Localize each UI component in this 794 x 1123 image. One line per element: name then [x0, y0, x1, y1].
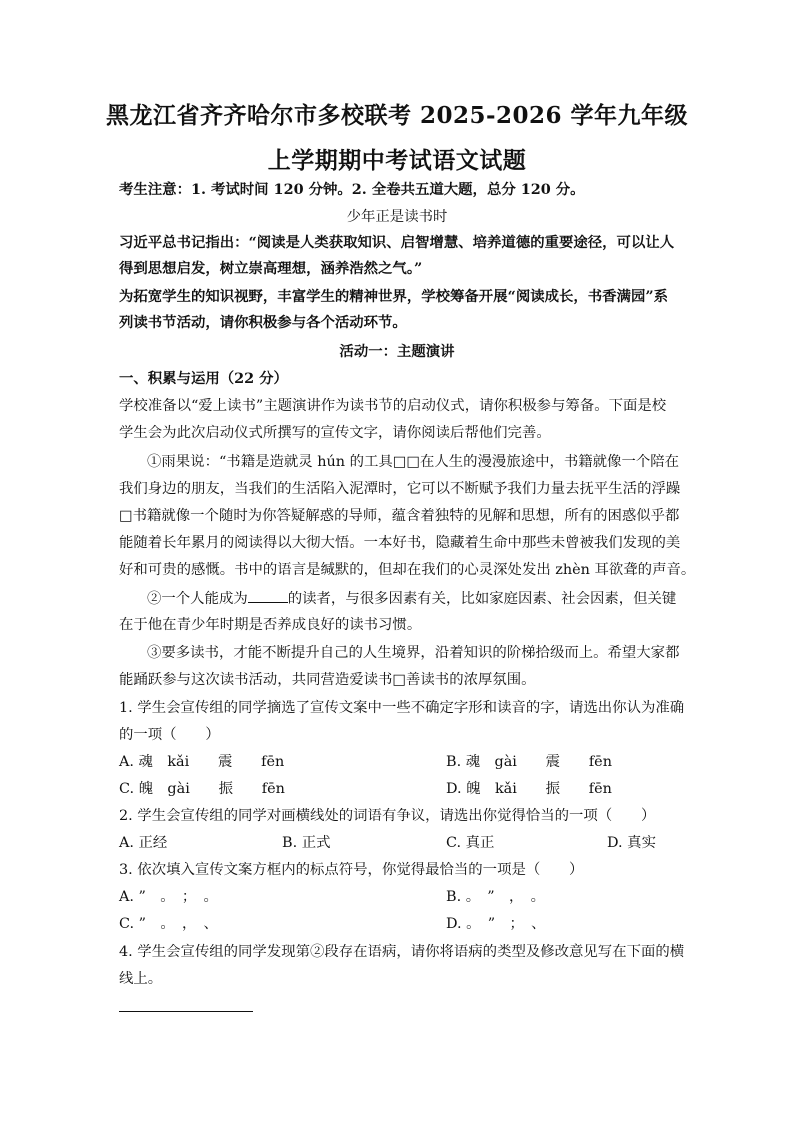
q2-line1: 2. 学生会宣传组的同学对画横线处的词语有争议，请选出你觉得恰当的一项（ ） — [119, 808, 656, 824]
para3-line1: ③要多读书，才能不断提升自己的人生境界，沿着知识的阶梯拾级而上。希望大家都 — [147, 645, 680, 661]
q1-option-b[interactable]: B. 魂 gài 震 fēn — [446, 754, 612, 770]
q1-option-c[interactable]: C. 魄 gài 振 fēn — [119, 781, 285, 797]
para1-line3: □书籍就像一个随时为你答疑解惑的导师，蕴含着独特的见解和思想，所有的困惑似乎都 — [119, 508, 680, 524]
answer-line[interactable] — [119, 1011, 253, 1012]
q3-option-d[interactable]: D. 。 ” ； 、 — [446, 916, 546, 932]
intro-purpose-line1: 为拓宽学生的知识视野，丰富学生的精神世界，学校筹备开展“阅读成长，书香满园”系 — [119, 288, 669, 305]
theme-title: 少年正是读书时 — [346, 209, 448, 225]
q1-option-a[interactable]: A. 魂 kǎi 震 fēn — [119, 754, 285, 770]
q4-line1: 4. 学生会宣传组的同学发现第②段存在语病，请你将语病的类型及修改意见写在下面的横 — [119, 944, 685, 960]
q2-option-c[interactable]: C. 真正 — [446, 835, 495, 851]
exam-title-line2: 上学期期中考试语文试题 — [267, 147, 527, 174]
q1-line1: 1. 学生会宣传组的同学摘选了宣传文案中一些不确定字形和读音的字，请选出你认为准确 — [119, 700, 685, 716]
intro-purpose-line2: 列读书节活动，请你积极参与各个活动环节。 — [119, 314, 407, 331]
answer-blank[interactable] — [248, 588, 288, 603]
context-line1: 学校准备以“爱上读书”主题演讲作为读书节的启动仪式，请你积极参与筹备。下面是校 — [119, 398, 667, 414]
para1-line4: 能随着长年累月的阅读得以大彻大悟。一本好书，隐藏着生命中那些未曾被我们发现的美 — [119, 535, 681, 551]
section-heading: 一、积累与运用（22 分） — [119, 370, 288, 387]
exam-title-line1: 黑龙江省齐齐哈尔市多校联考 2025-2026 学年九年级 — [105, 102, 689, 129]
q4-line2: 线上。 — [119, 971, 163, 987]
para2-line2: 在于他在青少年时期是否养成良好的读书习惯。 — [119, 617, 422, 633]
para3-line2: 能踊跃参与这次读书活动，共同营造爱读书□善读书的浓厚氛围。 — [119, 672, 536, 688]
q3-line1: 3. 依次填入宣传文案方框内的标点符号，你觉得最恰当的一项是（ ） — [119, 862, 584, 878]
q2-option-a[interactable]: A. 正经 — [119, 835, 168, 851]
para1-line2: 我们身边的朋友，当我们的生活陷入泥潭时，它可以不断赋予我们力量去抚平生活的浮躁 — [119, 481, 681, 497]
q2-option-b[interactable]: B. 正式 — [282, 835, 331, 851]
q3-option-b[interactable]: B. 。 ” ， 。 — [446, 889, 546, 905]
intro-quote-line1: 习近平总书记指出：“阅读是人类获取知识、启智增慧、培养道德的重要途径，可以让人 — [119, 234, 675, 251]
para2-text-after: 的读者，与很多因素有关，比如家庭因素、社会因素，但关键 — [287, 591, 677, 607]
q1-option-d[interactable]: D. 魄 kǎi 振 fēn — [446, 781, 612, 797]
context-line2: 学生会为此次启动仪式所撰写的宣传文字，请你阅读后帮他们完善。 — [119, 425, 551, 441]
q3-option-c[interactable]: C. ” 。 ， 、 — [119, 916, 218, 932]
para2-line1 — [147, 588, 707, 609]
q3-option-a[interactable]: A. ” 。 ； 。 — [119, 889, 218, 905]
q2-option-d[interactable]: D. 真实 — [607, 835, 656, 851]
intro-quote-line2: 得到思想启发，树立崇高理想，涵养浩然之气。” — [119, 260, 423, 277]
para1-line5: 好和可贵的感慨。书中的语言是缄默的，但却在我们的心灵深处发出 zhèn 耳欲聋的声音。 — [119, 562, 696, 578]
para1-line1: ①雨果说：“书籍是造就灵 hún 的工具□□在人生的漫漫旅途中，书籍就像一个陪在 — [147, 454, 680, 470]
activity-heading: 活动一：主题演讲 — [339, 343, 455, 360]
para2-text-before: ②一个人能成为 — [147, 591, 248, 607]
exam-notice: 考生注意：1. 考试时间 120 分钟。2. 全卷共五道大题，总分 120 分。 — [119, 181, 585, 198]
q1-line2: 的一项（ ） — [119, 727, 220, 743]
